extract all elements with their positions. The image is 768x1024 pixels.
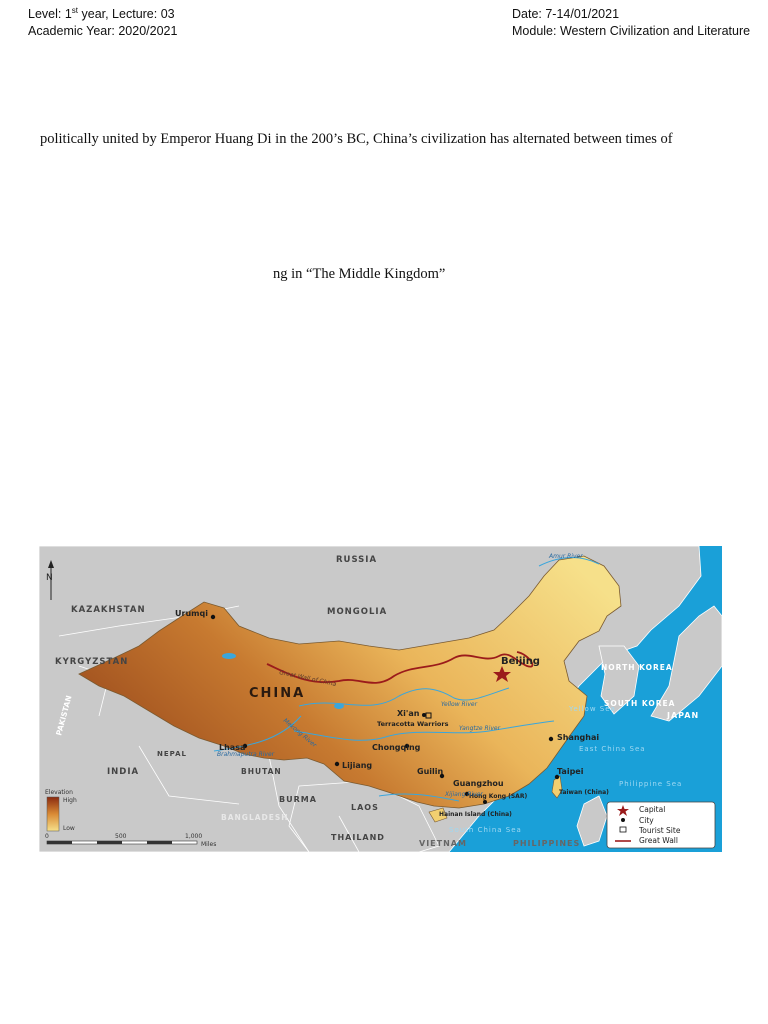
label-bangladesh: BANGLADESH: [221, 813, 289, 822]
label-terracotta: Terracotta Warriors: [377, 720, 449, 728]
label-vietnam: VIETNAM: [419, 839, 467, 848]
north-label: N: [46, 573, 53, 583]
scale-unit: Miles: [201, 841, 217, 848]
city-lhasa: Lhasa: [219, 743, 246, 752]
city-lijiang: Lijiang: [342, 761, 373, 770]
label-kyrgyzstan: KYRGYZSTAN: [55, 657, 129, 667]
label-yellow-river: Yellow River: [441, 701, 478, 708]
label-thailand: THAILAND: [331, 833, 385, 842]
header-right: [512, 6, 750, 40]
elevation-title: Elevation: [45, 789, 73, 796]
label-yellow-sea: Yellow Sea: [569, 705, 616, 713]
label-india: INDIA: [107, 767, 140, 777]
label-amur-river: Amur River: [549, 553, 583, 560]
city-shanghai: Shanghai: [557, 733, 600, 742]
label-hainan: Hainan Island (China): [439, 811, 512, 818]
label-philippines: PHILIPPINES: [513, 839, 581, 848]
legend-city: City: [639, 816, 654, 825]
city-guilin: Guilin: [417, 767, 444, 776]
legend-capital: Capital: [639, 805, 666, 814]
china-map: [39, 546, 722, 852]
label-bhutan: BHUTAN: [241, 767, 282, 776]
legend-great-wall: Great Wall: [639, 836, 678, 845]
city-beijing: Beijing: [501, 656, 540, 667]
scale-tick-500: 500: [115, 833, 127, 840]
academic-year: Academic Year: 2020/2021: [28, 24, 178, 38]
label-south-korea: SOUTH KOREA: [604, 699, 676, 708]
city-xian: Xi'an: [397, 709, 420, 718]
scale-tick-1000: 1,000: [185, 833, 203, 840]
city-taipei: Taipei: [557, 767, 584, 776]
symbol-legend: [607, 802, 715, 848]
module-line: Module: Western Civilization and Literature: [512, 24, 751, 38]
label-mekong-river: Mekong River: [281, 717, 318, 749]
label-north-korea: NORTH KOREA: [601, 663, 673, 672]
label-china: CHINA: [249, 686, 306, 701]
label-xijiang: Xijiang River: [445, 791, 483, 798]
city-chongqing: Chongqing: [372, 743, 421, 752]
label-burma: BURMA: [279, 795, 317, 804]
label-nepal: NEPAL: [157, 750, 188, 758]
label-mongolia: MONGOLIA: [327, 607, 388, 617]
lake: [222, 653, 236, 659]
label-kazakhstan: KAZAKHSTAN: [71, 605, 146, 615]
header-left: [28, 6, 177, 40]
level-line: Level: 1st year, Lecture: 03: [28, 5, 175, 21]
label-yangtze-river: Yangtze River: [459, 725, 501, 732]
scale-tick-0: 0: [45, 833, 49, 840]
label-laos: LAOS: [351, 803, 379, 812]
label-south-china-sea: South China Sea: [449, 826, 522, 834]
label-east-china-sea: East China Sea: [579, 745, 646, 753]
label-taiwan: Taiwan (China): [559, 789, 609, 796]
body-line-1: politically united by Emperor Huang Di in the 200’s BC, China’s civilization has alternated between times of: [40, 131, 673, 147]
elevation-high: High: [63, 797, 77, 804]
label-russia: RUSSIA: [336, 555, 378, 565]
city-guangzhou: Guangzhou: [453, 779, 504, 788]
city-urumqi: Urumqi: [175, 609, 208, 618]
label-japan: JAPAN: [667, 711, 700, 720]
legend-tourist-site: Tourist Site: [639, 826, 681, 835]
label-great-wall: Great Wall of China: [278, 669, 337, 689]
date-line: Date: 7-14/01/2021: [512, 7, 620, 21]
lake: [334, 703, 344, 709]
body-line-2: ng in “The Middle Kingdom”: [273, 266, 446, 282]
label-brahmaputra: Brahmaputra River: [217, 751, 275, 758]
city-hong-kong: Hong Kong (SAR): [469, 793, 528, 800]
label-pakistan: PAKISTAN: [54, 694, 74, 737]
label-philippine-sea: Philippine Sea: [619, 780, 683, 788]
elevation-low: Low: [63, 825, 75, 832]
